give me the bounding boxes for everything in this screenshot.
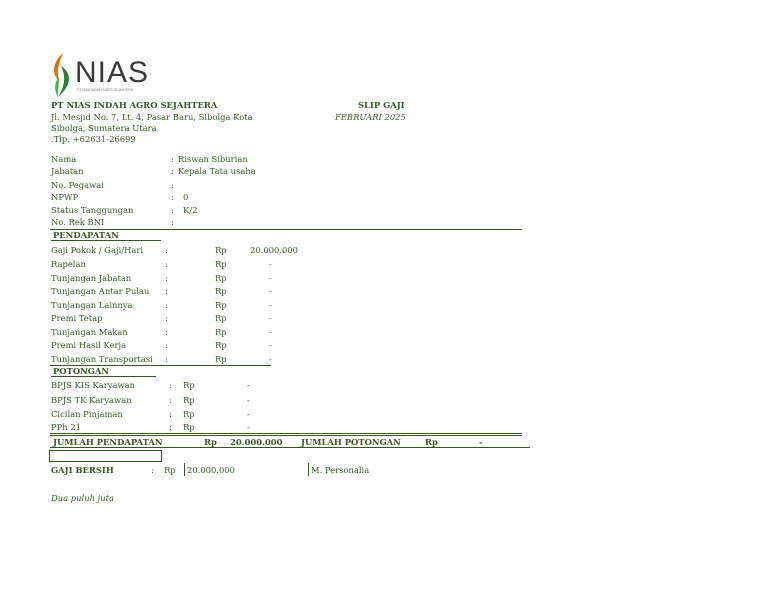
row-amount: - [247,395,250,405]
employee-bank-label: No. Rek BNI [51,217,105,227]
jumlah-potongan-label: JUMLAH POTONGAN [301,437,401,447]
row-label: Gaji Pokok / Gaji/Hari [51,245,144,255]
slip-title: SLIP GAJI [358,100,405,110]
row-label: Rapelan [51,259,86,269]
colon: : [165,300,168,310]
colon: : [165,245,168,255]
row-label: Tunjangan Jabatan [51,273,132,283]
totals-top-line-double [50,435,522,436]
currency: Rp [215,313,227,323]
cell-border [184,463,185,476]
totals-bottom-line [50,447,530,448]
jumlah-pendapatan-label: JUMLAH PENDAPATAN [53,437,163,447]
potongan-title-underline [51,376,156,377]
slip-period: FEBRUARI 2025 [335,112,406,122]
signer-label: M. Personalia [311,465,370,475]
row-amount: - [269,300,272,310]
row-label: Premi Hasil Kerja [51,340,127,350]
colon: : [171,205,174,215]
row-amount: - [269,327,272,337]
jumlah-pendapatan-value: 20.000.000 [230,437,283,447]
currency: Rp [215,354,227,364]
colon: : [165,313,168,323]
row-amount: - [269,259,272,269]
colon: : [171,166,174,176]
row-label: BPJS KIS Karyawan [51,380,136,390]
row-amount: - [269,273,272,283]
colon: : [171,192,174,202]
employee-position-label: Jabatan [51,166,84,176]
currency: Rp [215,300,227,310]
colon: : [165,273,168,283]
empty-cell-box [49,450,162,462]
currency: Rp [215,327,227,337]
row-amount: - [247,422,250,432]
employee-status-label: Status Tanggungan [51,205,134,215]
pendapatan-title: PENDAPATAN [53,230,119,240]
colon: : [151,465,154,475]
currency: Rp [183,422,195,432]
colon: : [171,217,174,227]
amount-in-words: Dua puluh juta [51,493,114,503]
row-label: Premi Tetap [51,313,103,323]
employee-number-label: No. Pegawai [51,180,104,190]
currency: Rp [215,273,227,283]
company-address-line2: Sibolga, Sumatera Utara [51,123,157,133]
colon: : [169,422,172,432]
currency: Rp [183,380,195,390]
colon: : [165,327,168,337]
employee-npwp-value: 0 [183,192,189,202]
colon: : [169,380,172,390]
currency: Rp [425,437,438,447]
row-amount: - [269,354,272,364]
colon: : [169,409,172,419]
company-name: PT NIAS INDAH AGRO SEJAHTERA [51,100,218,110]
row-amount: - [247,380,250,390]
currency: Rp [164,465,176,475]
colon: : [165,340,168,350]
row-label: Tunjangan Transportasi [51,354,153,364]
logo-tagline: PT NIAS INDAH AGRO SEJAHTERA [77,88,134,92]
currency: Rp [183,409,195,419]
row-label: Tunjangan Lainnya [51,300,133,310]
currency: Rp [215,286,227,296]
company-phone: .Tlp. +62631-26699 [51,134,136,144]
logo-name: NIAS [75,56,150,89]
currency: Rp [215,340,227,350]
gaji-bersih-value: 20.000.000 [187,465,235,475]
colon: : [165,354,168,364]
employee-name-value: Riswan Siburian [178,154,248,164]
row-amount: - [269,286,272,296]
employee-npwp-label: NPWP [51,192,79,202]
company-address-line1: Jl. Mesjid No. 7, Lt. 4, Pasar Baru, Sibolga Kota [51,112,253,122]
row-label: Cicilan Pinjaman [51,409,123,419]
row-amount: - [269,313,272,323]
potongan-title: POTONGAN [53,366,110,376]
currency: Rp [215,245,227,255]
gaji-bersih-label: GAJI BERSIH [51,465,114,475]
row-amount: - [247,409,250,419]
colon: : [165,259,168,269]
employee-position-value: Kepala Tata usaha [178,166,256,176]
colon: : [171,180,174,190]
row-amount: - [269,340,272,350]
currency: Rp [183,395,195,405]
row-label: Tunjangan Antar Pulau [51,286,150,296]
jumlah-potongan-value: - [479,437,483,447]
leaf-logo-icon [50,53,74,99]
totals-top-line [50,433,522,434]
employee-status-value: K/2 [183,205,198,215]
row-label: BPJS TK Karyawan [51,395,132,405]
divider-line [50,229,522,230]
cell-border [308,463,309,476]
colon: : [165,286,168,296]
colon: : [171,154,174,164]
row-label: Tunjangan Makan [51,327,128,337]
pendapatan-title-underline [51,240,161,241]
colon: : [169,395,172,405]
currency: Rp [215,259,227,269]
row-amount: 20.000.000 [250,245,298,255]
currency: Rp [204,437,217,447]
row-label: PPh 21 [51,422,81,432]
employee-name-label: Nama [51,154,77,164]
